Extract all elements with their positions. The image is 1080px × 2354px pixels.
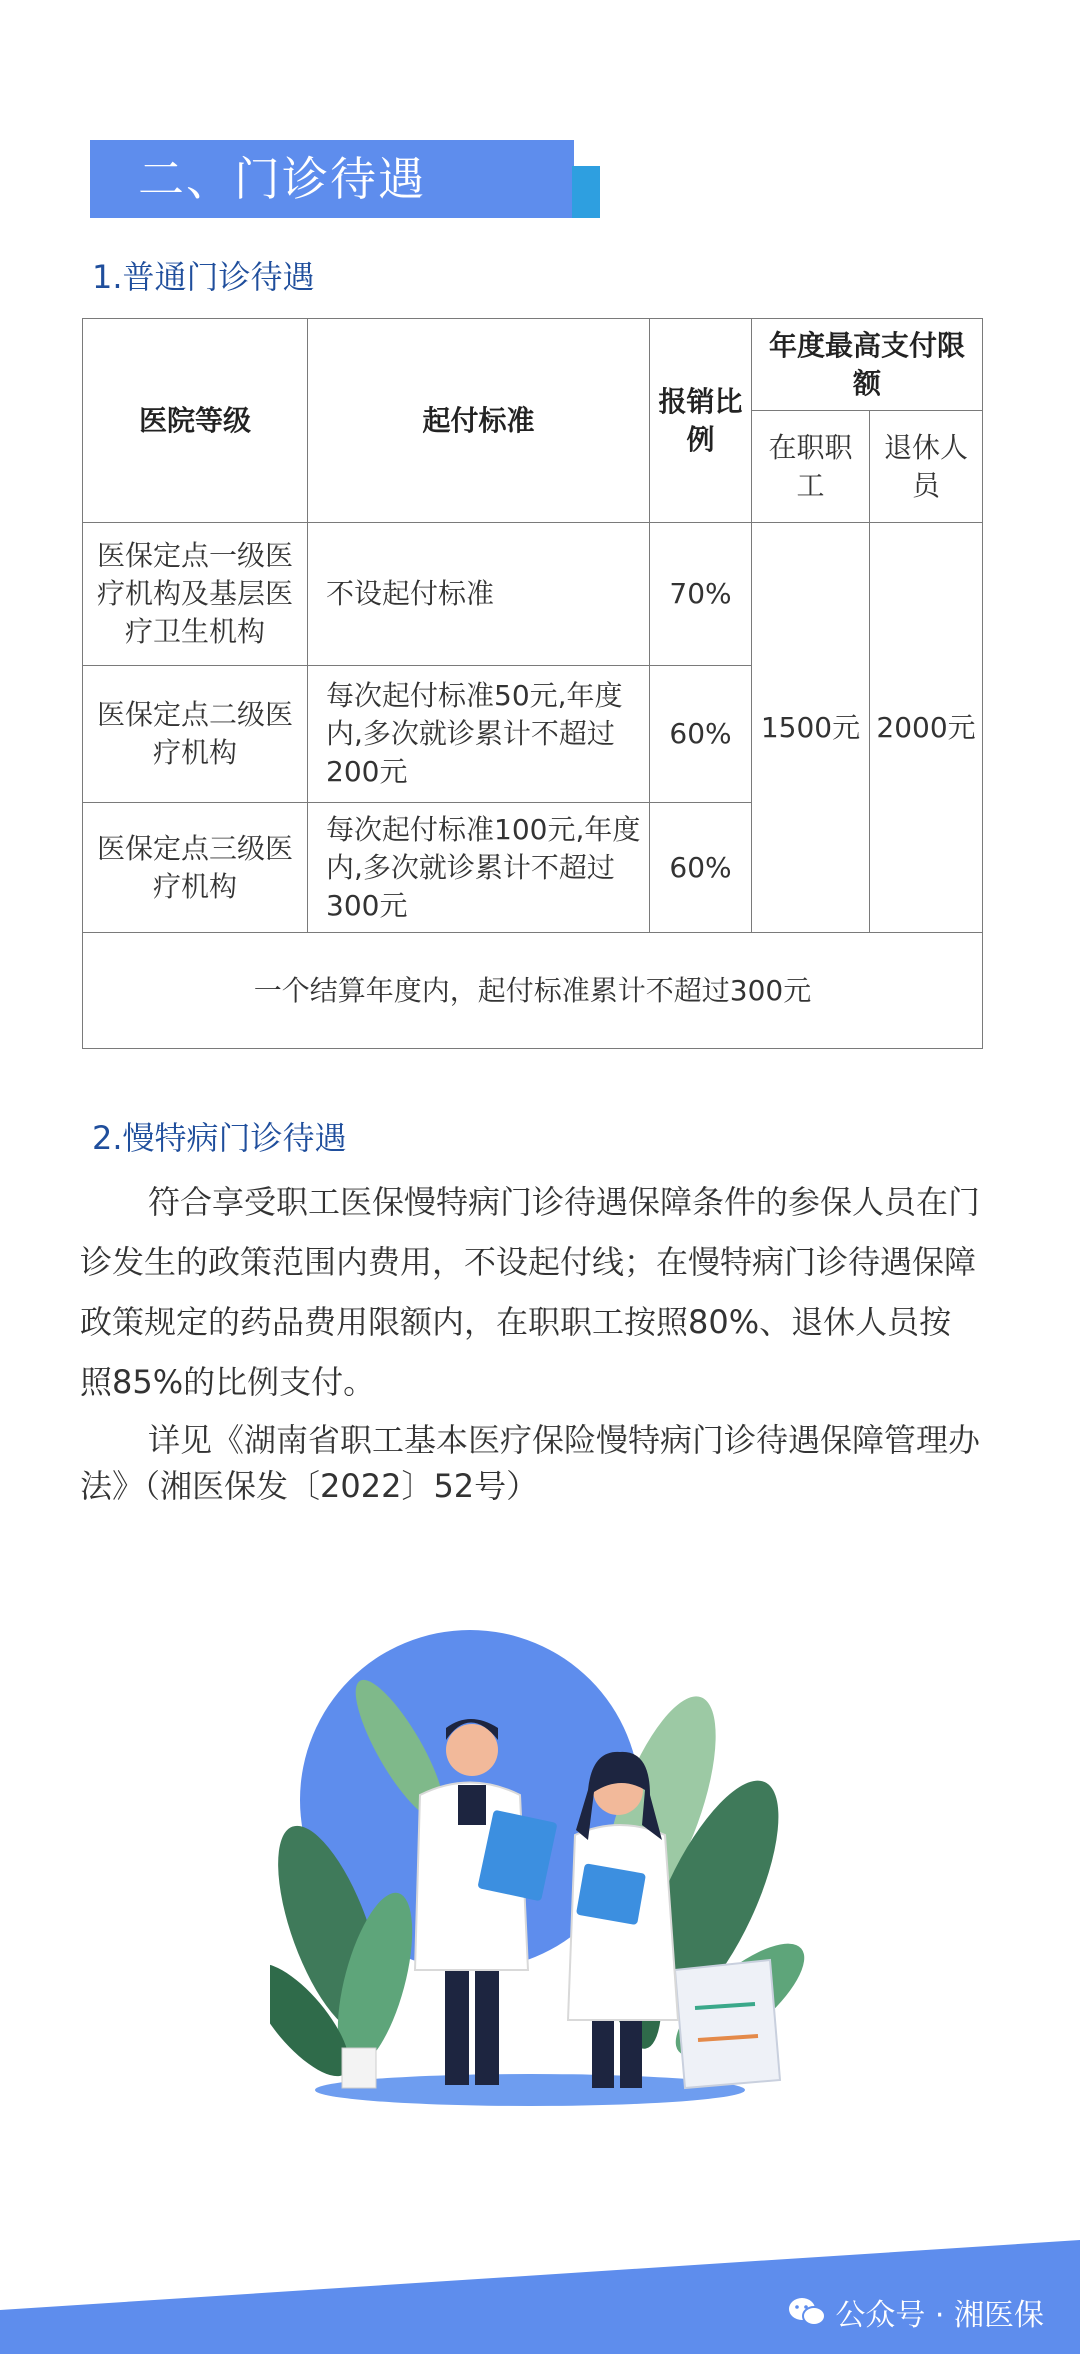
employed-limit: 1500元 (752, 523, 870, 933)
row-ratio: 60% (650, 803, 752, 933)
row-threshold: 每次起付标准50元,年度内,多次就诊累计不超过200元 (308, 666, 650, 803)
retired-limit: 2000元 (870, 523, 983, 933)
row-level: 医保定点一级医疗机构及基层医疗卫生机构 (83, 523, 308, 666)
header-level: 医院等级 (83, 319, 308, 523)
general-outpatient-heading: 1.普通门诊待遇 (92, 258, 315, 296)
row-ratio: 60% (650, 666, 752, 803)
header-annual-max: 年度最高支付限额 (752, 319, 983, 411)
section-title-accent (572, 166, 600, 218)
row-threshold: 不设起付标准 (308, 523, 650, 666)
chronic-outpatient-heading: 2.慢特病门诊待遇 (92, 1119, 347, 1157)
flower-pot (342, 2048, 376, 2088)
header-employed: 在职职工 (752, 411, 870, 523)
ground-shadow (315, 2074, 745, 2106)
row-level: 医保定点三级医疗机构 (83, 803, 308, 933)
table-row (83, 523, 983, 666)
doctors-illustration (270, 1600, 810, 2120)
footer-text: 公众号 · 湘医保 (835, 2298, 1044, 2333)
row-ratio: 70% (650, 523, 752, 666)
table-footnote: 一个结算年度内，起付标准累计不超过300元 (83, 933, 983, 1049)
header-ratio: 报销比例 (650, 319, 752, 523)
footer-account (787, 2290, 1044, 2334)
sign-board-icon (675, 1960, 780, 2088)
row-threshold: 每次起付标准100元,年度内,多次就诊累计不超过300元 (308, 803, 650, 933)
header-threshold: 起付标准 (308, 319, 650, 523)
wechat-icon (787, 2296, 827, 2328)
policy-reference: 详见《湖南省职工基本医疗保险慢特病门诊待遇保障管理办法》（湘医保发〔2022〕52号） (80, 1421, 981, 1505)
header-retired: 退休人员 (870, 411, 983, 523)
general-outpatient-table (82, 318, 983, 1049)
chronic-paragraph: 符合享受职工医保慢特病门诊待遇保障条件的参保人员在门诊发生的政策范围内费用，不设起付线；在慢特病门诊待遇保障政策规定的药品费用限额内，在职职工按照80%、退休人员按照85%的比例支付。 (80, 1183, 981, 1401)
section-title: 二、门诊待遇 (90, 140, 574, 218)
row-level: 医保定点二级医疗机构 (83, 666, 308, 803)
